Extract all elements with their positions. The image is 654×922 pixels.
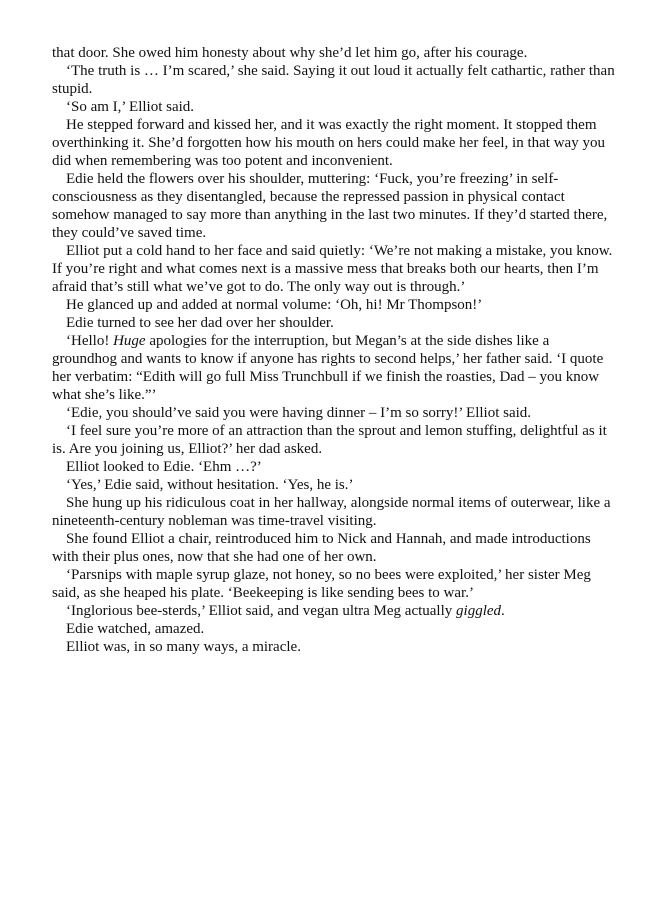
text-run: Elliot was, in so many ways, a miracle. [66, 639, 301, 655]
text-run: ‘I feel sure you’re more of an attraction than the sprout and lemon stuffing, delightful as it is. Are you joining us, Elliot?’ her dad asked. [52, 423, 607, 457]
text-run: ‘The truth is … I’m scared,’ she said. Saying it out loud it actually felt cathartic, rather than stupid. [52, 63, 615, 97]
text-run: Edie turned to see her dad over her shoulder. [66, 315, 334, 331]
text-run: She hung up his ridiculous coat in her hallway, alongside normal items of outerwear, like a nineteenth-century nobleman was time-travel visiting. [52, 495, 611, 529]
paragraph [52, 332, 616, 404]
text-run: ‘So am I,’ Elliot said. [66, 99, 195, 115]
paragraph [52, 242, 616, 296]
paragraph [52, 494, 616, 530]
paragraph [52, 620, 616, 638]
paragraph [52, 62, 616, 98]
text-run: He stepped forward and kissed her, and it was exactly the right moment. It stopped them overthinking it. She’d forgotten how his mouth on hers could make her feel, in that way you did when remembering was too potent and inconvenient. [52, 117, 605, 169]
italic-text: giggled [456, 603, 502, 619]
text-run: Edie held the flowers over his shoulder, muttering: ‘Fuck, you’re freezing’ in self-consciousness as they disentangled, because the repressed passion in physical contact somehow managed to say more than anything in the last two minutes. If they’d started there, they could’ve saved time. [52, 171, 608, 241]
paragraph [52, 44, 616, 62]
paragraph [52, 476, 616, 494]
text-run: ‘Yes,’ Edie said, without hesitation. ‘Yes, he is.’ [66, 477, 354, 493]
italic-text: Huge [113, 333, 146, 349]
paragraph [52, 602, 616, 620]
text-run: Elliot put a cold hand to her face and said quietly: ‘We’re not making a mistake, you know. If you’re right and what comes next is a massive mess that breaks both our hearts, then I’m afraid that’s still what we’ve got to do. The only way out is through.’ [52, 243, 613, 295]
text-run: ‘Parsnips with maple syrup glaze, not honey, so no bees were exploited,’ her sister Meg said, as she heaped his plate. ‘Beekeeping is like sending bees to war.’ [52, 567, 591, 601]
text-run: that door. She owed him honesty about why she’d let him go, after his courage. [52, 45, 528, 61]
text-run: Elliot looked to Edie. ‘Ehm …?’ [66, 459, 262, 475]
text-run: He glanced up and added at normal volume: ‘Oh, hi! Mr Thompson!’ [66, 297, 483, 313]
text-run: . [501, 603, 505, 619]
text-run: apologies for the interruption, but Megan’s at the side dishes like a groundhog and wants to know if anyone has rights to second helps,’ her father said. ‘I quote her verbatim: “Edith will go full Miss Trunchbull if we finish the roasties, Dad – you know what she’s like.”’ [52, 333, 604, 403]
document-page [52, 44, 616, 656]
text-run: ‘Inglorious bee-sterds,’ Elliot said, and vegan ultra Meg actually [66, 603, 457, 619]
paragraph [52, 296, 616, 314]
paragraph [52, 314, 616, 332]
text-run: Edie watched, amazed. [66, 621, 205, 637]
paragraph [52, 566, 616, 602]
paragraph [52, 458, 616, 476]
text-run: She found Elliot a chair, reintroduced him to Nick and Hannah, and made introductions with their plus ones, now that she had one of her own. [52, 531, 591, 565]
paragraph [52, 638, 616, 656]
paragraph [52, 170, 616, 242]
paragraph [52, 116, 616, 170]
text-run: ‘Edie, you should’ve said you were having dinner – I’m so sorry!’ Elliot said. [66, 405, 532, 421]
paragraph [52, 404, 616, 422]
paragraph [52, 530, 616, 566]
text-run: ‘Hello! [66, 333, 114, 349]
paragraph [52, 98, 616, 116]
paragraph [52, 422, 616, 458]
